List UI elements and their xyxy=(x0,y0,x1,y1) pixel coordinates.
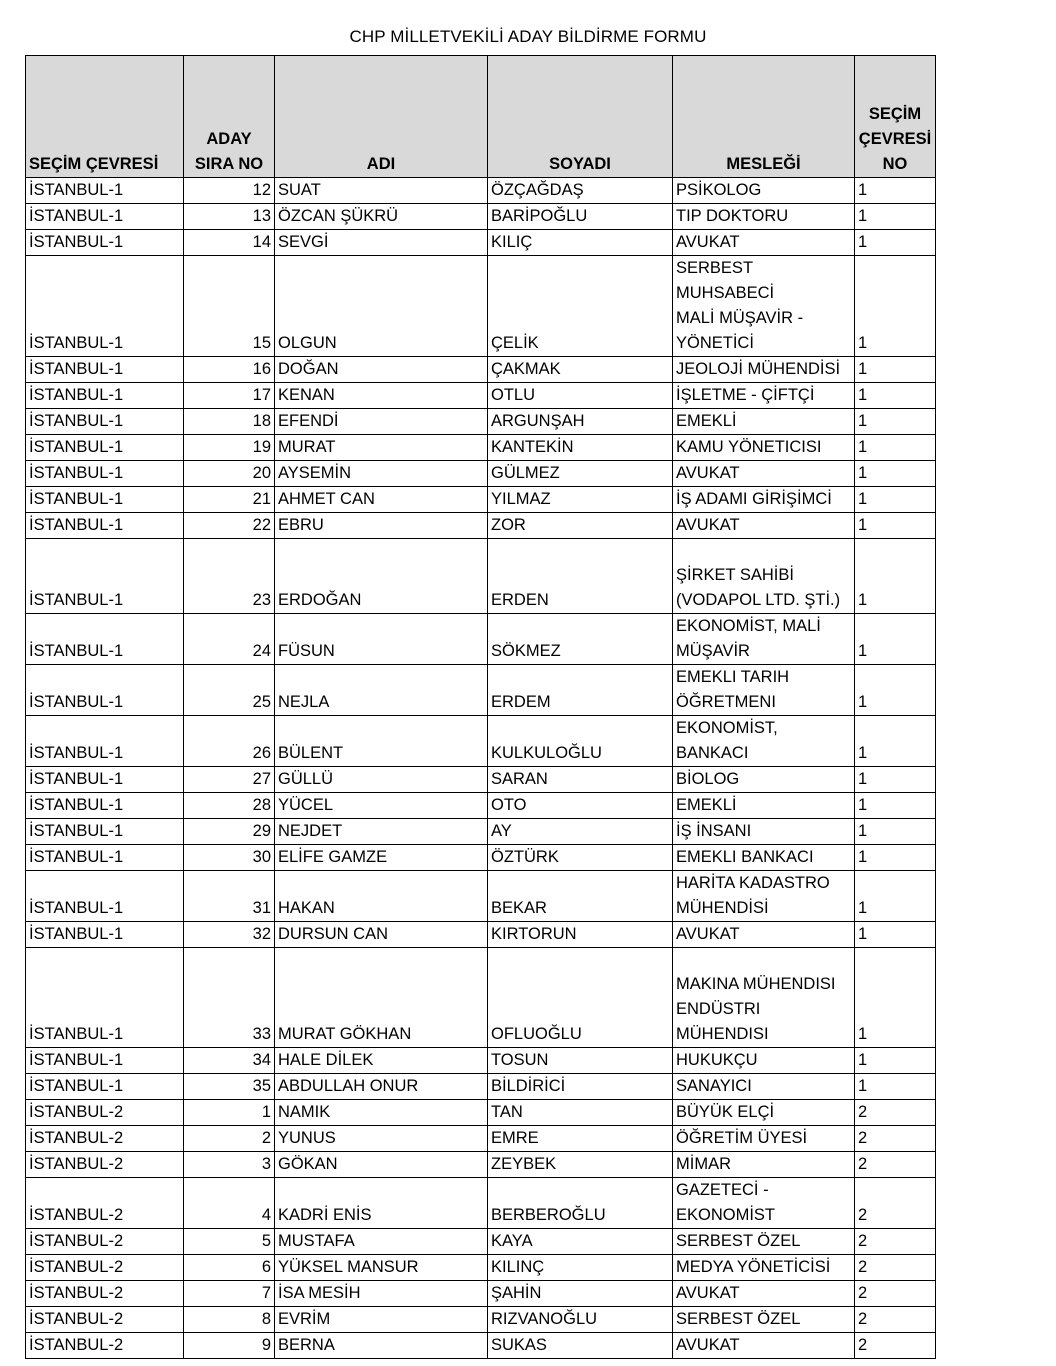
cell-surname: KILINÇ xyxy=(488,1255,673,1281)
table-row xyxy=(26,922,936,948)
cell-occupation: EMEKLİ xyxy=(673,793,855,819)
cell-district-no: 1 xyxy=(855,230,936,256)
cell-rank: 16 xyxy=(184,357,275,383)
cell-rank: 13 xyxy=(184,204,275,230)
cell-surname: OFLUOĞLU xyxy=(488,948,673,1048)
cell-surname: AY xyxy=(488,819,673,845)
cell-occupation: EMEKLİ xyxy=(673,409,855,435)
cell-district-no: 1 xyxy=(855,665,936,716)
cell-name: MURAT xyxy=(275,435,488,461)
cell-surname: SARAN xyxy=(488,767,673,793)
table-row xyxy=(26,178,936,204)
cell-district-no: 1 xyxy=(855,1048,936,1074)
header-row xyxy=(26,56,936,178)
cell-district-no: 1 xyxy=(855,383,936,409)
cell-district: İSTANBUL-2 xyxy=(26,1100,184,1126)
cell-occupation: AVUKAT xyxy=(673,461,855,487)
table-row xyxy=(26,1048,936,1074)
cell-rank: 26 xyxy=(184,716,275,767)
cell-surname: GÜLMEZ xyxy=(488,461,673,487)
cell-surname: OTLU xyxy=(488,383,673,409)
cell-rank: 6 xyxy=(184,1255,275,1281)
table-row xyxy=(26,1074,936,1100)
cell-district: İSTANBUL-1 xyxy=(26,256,184,357)
cell-district: İSTANBUL-1 xyxy=(26,845,184,871)
cell-rank: 30 xyxy=(184,845,275,871)
cell-name: YÜKSEL MANSUR xyxy=(275,1255,488,1281)
table-row xyxy=(26,1255,936,1281)
cell-surname: KULKULOĞLU xyxy=(488,716,673,767)
cell-occupation: SERBEST ÖZEL xyxy=(673,1229,855,1255)
cell-district: İSTANBUL-2 xyxy=(26,1178,184,1229)
cell-name: BÜLENT xyxy=(275,716,488,767)
cell-surname: ZEYBEK xyxy=(488,1152,673,1178)
cell-district-no: 1 xyxy=(855,487,936,513)
cell-surname: ARGUNŞAH xyxy=(488,409,673,435)
cell-district-no: 1 xyxy=(855,845,936,871)
cell-district: İSTANBUL-1 xyxy=(26,204,184,230)
cell-district: İSTANBUL-1 xyxy=(26,435,184,461)
table-row xyxy=(26,357,936,383)
cell-rank: 28 xyxy=(184,793,275,819)
table-row xyxy=(26,767,936,793)
cell-surname: RIZVANOĞLU xyxy=(488,1307,673,1333)
cell-district-no: 1 xyxy=(855,793,936,819)
table-row xyxy=(26,716,936,767)
header-surname: SOYADI xyxy=(488,56,673,178)
cell-district-no: 2 xyxy=(855,1333,936,1359)
cell-rank: 8 xyxy=(184,1307,275,1333)
cell-name: KADRİ ENİS xyxy=(275,1178,488,1229)
cell-rank: 32 xyxy=(184,922,275,948)
cell-district-no: 2 xyxy=(855,1281,936,1307)
cell-name: MUSTAFA xyxy=(275,1229,488,1255)
cell-rank: 27 xyxy=(184,767,275,793)
cell-rank: 31 xyxy=(184,871,275,922)
cell-district: İSTANBUL-1 xyxy=(26,178,184,204)
cell-district: İSTANBUL-2 xyxy=(26,1152,184,1178)
cell-surname: KIRTORUN xyxy=(488,922,673,948)
cell-name: DOĞAN xyxy=(275,357,488,383)
cell-occupation: EMEKLI TARIH ÖĞRETMENI xyxy=(673,665,855,716)
cell-district-no: 2 xyxy=(855,1178,936,1229)
cell-surname: BARİPOĞLU xyxy=(488,204,673,230)
cell-district: İSTANBUL-2 xyxy=(26,1281,184,1307)
table-row xyxy=(26,1100,936,1126)
cell-surname: ZOR xyxy=(488,513,673,539)
table-row xyxy=(26,539,936,614)
cell-occupation: PSİKOLOG xyxy=(673,178,855,204)
cell-name: ÖZCAN ŞÜKRÜ xyxy=(275,204,488,230)
cell-district: İSTANBUL-1 xyxy=(26,461,184,487)
cell-district: İSTANBUL-1 xyxy=(26,922,184,948)
table-row xyxy=(26,513,936,539)
cell-district-no: 1 xyxy=(855,922,936,948)
cell-rank: 5 xyxy=(184,1229,275,1255)
cell-rank: 3 xyxy=(184,1152,275,1178)
cell-occupation: AVUKAT xyxy=(673,513,855,539)
cell-rank: 9 xyxy=(184,1333,275,1359)
cell-occupation: MEDYA YÖNETİCİSİ xyxy=(673,1255,855,1281)
cell-name: KENAN xyxy=(275,383,488,409)
cell-occupation: GAZETECİ - EKONOMİST xyxy=(673,1178,855,1229)
cell-occupation: SANAYICI xyxy=(673,1074,855,1100)
cell-rank: 22 xyxy=(184,513,275,539)
cell-name: SEVGİ xyxy=(275,230,488,256)
cell-rank: 35 xyxy=(184,1074,275,1100)
cell-district: İSTANBUL-2 xyxy=(26,1255,184,1281)
cell-rank: 18 xyxy=(184,409,275,435)
cell-surname: YILMAZ xyxy=(488,487,673,513)
cell-surname: KILIÇ xyxy=(488,230,673,256)
cell-occupation: AVUKAT xyxy=(673,922,855,948)
cell-occupation: EKONOMİST, BANKACI xyxy=(673,716,855,767)
cell-district: İSTANBUL-1 xyxy=(26,383,184,409)
table-row xyxy=(26,793,936,819)
cell-name: SUAT xyxy=(275,178,488,204)
cell-name: BERNA xyxy=(275,1333,488,1359)
cell-name: EVRİM xyxy=(275,1307,488,1333)
cell-name: YÜCEL xyxy=(275,793,488,819)
table-row xyxy=(26,1178,936,1229)
cell-rank: 21 xyxy=(184,487,275,513)
cell-surname: ŞAHİN xyxy=(488,1281,673,1307)
cell-name: MURAT GÖKHAN xyxy=(275,948,488,1048)
cell-name: YUNUS xyxy=(275,1126,488,1152)
cell-surname: BERBEROĞLU xyxy=(488,1178,673,1229)
cell-surname: BİLDİRİCİ xyxy=(488,1074,673,1100)
cell-name: DURSUN CAN xyxy=(275,922,488,948)
cell-district: İSTANBUL-1 xyxy=(26,614,184,665)
table-row xyxy=(26,1307,936,1333)
cell-occupation: HARİTA KADASTRO MÜHENDİSİ xyxy=(673,871,855,922)
table-row xyxy=(26,845,936,871)
cell-district-no: 2 xyxy=(855,1152,936,1178)
cell-rank: 33 xyxy=(184,948,275,1048)
cell-district: İSTANBUL-1 xyxy=(26,487,184,513)
cell-district-no: 1 xyxy=(855,1074,936,1100)
cell-rank: 19 xyxy=(184,435,275,461)
cell-name: EFENDİ xyxy=(275,409,488,435)
cell-surname: TAN xyxy=(488,1100,673,1126)
cell-name: GÖKAN xyxy=(275,1152,488,1178)
cell-district-no: 1 xyxy=(855,539,936,614)
table-row xyxy=(26,1281,936,1307)
cell-district-no: 1 xyxy=(855,435,936,461)
cell-district: İSTANBUL-1 xyxy=(26,513,184,539)
cell-occupation: BÜYÜK ELÇİ xyxy=(673,1100,855,1126)
cell-surname: TOSUN xyxy=(488,1048,673,1074)
cell-rank: 34 xyxy=(184,1048,275,1074)
cell-surname: ÇAKMAK xyxy=(488,357,673,383)
header-name: ADI xyxy=(275,56,488,178)
cell-district: İSTANBUL-1 xyxy=(26,357,184,383)
cell-name: NEJDET xyxy=(275,819,488,845)
cell-occupation: MİMAR xyxy=(673,1152,855,1178)
cell-district-no: 1 xyxy=(855,948,936,1048)
cell-occupation: SERBEST ÖZEL xyxy=(673,1307,855,1333)
header-rank: ADAY SIRA NO xyxy=(184,56,275,178)
cell-district-no: 1 xyxy=(855,409,936,435)
table-row xyxy=(26,948,936,1048)
cell-name: OLGUN xyxy=(275,256,488,357)
cell-district: İSTANBUL-1 xyxy=(26,539,184,614)
cell-occupation: HUKUKÇU xyxy=(673,1048,855,1074)
cell-surname: BEKAR xyxy=(488,871,673,922)
cell-rank: 2 xyxy=(184,1126,275,1152)
cell-surname: SUKAS xyxy=(488,1333,673,1359)
cell-district: İSTANBUL-1 xyxy=(26,716,184,767)
cell-surname: KANTEKİN xyxy=(488,435,673,461)
cell-district-no: 1 xyxy=(855,513,936,539)
cell-district-no: 1 xyxy=(855,767,936,793)
cell-name: HAKAN xyxy=(275,871,488,922)
cell-surname: ÖZTÜRK xyxy=(488,845,673,871)
cell-occupation: AVUKAT xyxy=(673,1281,855,1307)
cell-rank: 23 xyxy=(184,539,275,614)
cell-rank: 4 xyxy=(184,1178,275,1229)
cell-name: NEJLA xyxy=(275,665,488,716)
cell-occupation: JEOLOJİ MÜHENDİSİ xyxy=(673,357,855,383)
cell-district: İSTANBUL-1 xyxy=(26,1074,184,1100)
cell-occupation: TIP DOKTORU xyxy=(673,204,855,230)
cell-district-no: 2 xyxy=(855,1229,936,1255)
table-row xyxy=(26,435,936,461)
table-row xyxy=(26,461,936,487)
cell-occupation: İŞ İNSANI xyxy=(673,819,855,845)
cell-name: ERDOĞAN xyxy=(275,539,488,614)
cell-surname: ERDEN xyxy=(488,539,673,614)
cell-district: İSTANBUL-1 xyxy=(26,230,184,256)
cell-occupation: SERBEST MUHSABECİ MALİ MÜŞAVİR - YÖNETİCİ xyxy=(673,256,855,357)
cell-rank: 1 xyxy=(184,1100,275,1126)
page-title: CHP MİLLETVEKİLİ ADAY BİLDİRME FORMU xyxy=(349,27,707,46)
table-row xyxy=(26,1126,936,1152)
table-row xyxy=(26,487,936,513)
cell-district: İSTANBUL-1 xyxy=(26,793,184,819)
cell-name: ABDULLAH ONUR xyxy=(275,1074,488,1100)
table-row xyxy=(26,383,936,409)
cell-name: AYSEMİN xyxy=(275,461,488,487)
cell-surname: EMRE xyxy=(488,1126,673,1152)
cell-name: HALE DİLEK xyxy=(275,1048,488,1074)
cell-district: İSTANBUL-2 xyxy=(26,1333,184,1359)
cell-surname: SÖKMEZ xyxy=(488,614,673,665)
cell-district-no: 2 xyxy=(855,1126,936,1152)
cell-district: İSTANBUL-1 xyxy=(26,1048,184,1074)
table-row xyxy=(26,409,936,435)
cell-occupation: ÖĞRETİM ÜYESİ xyxy=(673,1126,855,1152)
header-occupation: MESLEĞİ xyxy=(673,56,855,178)
cell-rank: 17 xyxy=(184,383,275,409)
cell-name: İSA MESİH xyxy=(275,1281,488,1307)
cell-district-no: 1 xyxy=(855,178,936,204)
cell-name: NAMIK xyxy=(275,1100,488,1126)
table-row xyxy=(26,1152,936,1178)
table-row xyxy=(26,1229,936,1255)
table-row xyxy=(26,256,936,357)
cell-district: İSTANBUL-2 xyxy=(26,1307,184,1333)
cell-district: İSTANBUL-2 xyxy=(26,1126,184,1152)
candidate-table xyxy=(25,55,936,1359)
cell-district-no: 1 xyxy=(855,357,936,383)
cell-district-no: 1 xyxy=(855,716,936,767)
cell-name: AHMET CAN xyxy=(275,487,488,513)
cell-name: EBRU xyxy=(275,513,488,539)
table-row xyxy=(26,614,936,665)
cell-rank: 29 xyxy=(184,819,275,845)
header-district: SEÇİM ÇEVRESİ xyxy=(26,56,184,178)
cell-surname: KAYA xyxy=(488,1229,673,1255)
cell-district-no: 2 xyxy=(855,1307,936,1333)
cell-district: İSTANBUL-1 xyxy=(26,665,184,716)
cell-district-no: 2 xyxy=(855,1255,936,1281)
cell-district-no: 1 xyxy=(855,819,936,845)
cell-district: İSTANBUL-1 xyxy=(26,948,184,1048)
cell-rank: 7 xyxy=(184,1281,275,1307)
cell-rank: 12 xyxy=(184,178,275,204)
cell-district: İSTANBUL-1 xyxy=(26,871,184,922)
cell-occupation: KAMU YÖNETICISI xyxy=(673,435,855,461)
cell-occupation: AVUKAT xyxy=(673,1333,855,1359)
cell-occupation: EMEKLI BANKACI xyxy=(673,845,855,871)
cell-name: ELİFE GAMZE xyxy=(275,845,488,871)
table-row xyxy=(26,665,936,716)
cell-rank: 14 xyxy=(184,230,275,256)
cell-district: İSTANBUL-2 xyxy=(26,1229,184,1255)
cell-name: GÜLLÜ xyxy=(275,767,488,793)
cell-occupation: EKONOMİST, MALİ MÜŞAVİR xyxy=(673,614,855,665)
cell-surname: OTO xyxy=(488,793,673,819)
cell-district-no: 1 xyxy=(855,256,936,357)
cell-occupation: İŞLETME - ÇİFTÇİ xyxy=(673,383,855,409)
cell-surname: ÖZÇAĞDAŞ xyxy=(488,178,673,204)
table-row xyxy=(26,204,936,230)
cell-rank: 24 xyxy=(184,614,275,665)
cell-district-no: 1 xyxy=(855,461,936,487)
cell-district-no: 1 xyxy=(855,871,936,922)
table-row xyxy=(26,819,936,845)
cell-district-no: 2 xyxy=(855,1100,936,1126)
cell-surname: ÇELİK xyxy=(488,256,673,357)
cell-district: İSTANBUL-1 xyxy=(26,409,184,435)
header-district-no: SEÇİM ÇEVRESİ NO xyxy=(855,56,936,178)
table-row xyxy=(26,230,936,256)
cell-occupation: MAKINA MÜHENDISI ENDÜSTRI MÜHENDISI xyxy=(673,948,855,1048)
table-row xyxy=(26,871,936,922)
cell-rank: 25 xyxy=(184,665,275,716)
cell-district-no: 1 xyxy=(855,614,936,665)
cell-district: İSTANBUL-1 xyxy=(26,819,184,845)
cell-occupation: BİOLOG xyxy=(673,767,855,793)
cell-rank: 20 xyxy=(184,461,275,487)
cell-district: İSTANBUL-1 xyxy=(26,767,184,793)
cell-rank: 15 xyxy=(184,256,275,357)
cell-district-no: 1 xyxy=(855,204,936,230)
cell-occupation: AVUKAT xyxy=(673,230,855,256)
cell-name: FÜSUN xyxy=(275,614,488,665)
cell-surname: ERDEM xyxy=(488,665,673,716)
table-row xyxy=(26,1333,936,1359)
cell-occupation: İŞ ADAMI GİRİŞİMCİ xyxy=(673,487,855,513)
cell-occupation: ŞİRKET SAHİBİ (VODAPOL LTD. ŞTİ.) xyxy=(673,539,855,614)
